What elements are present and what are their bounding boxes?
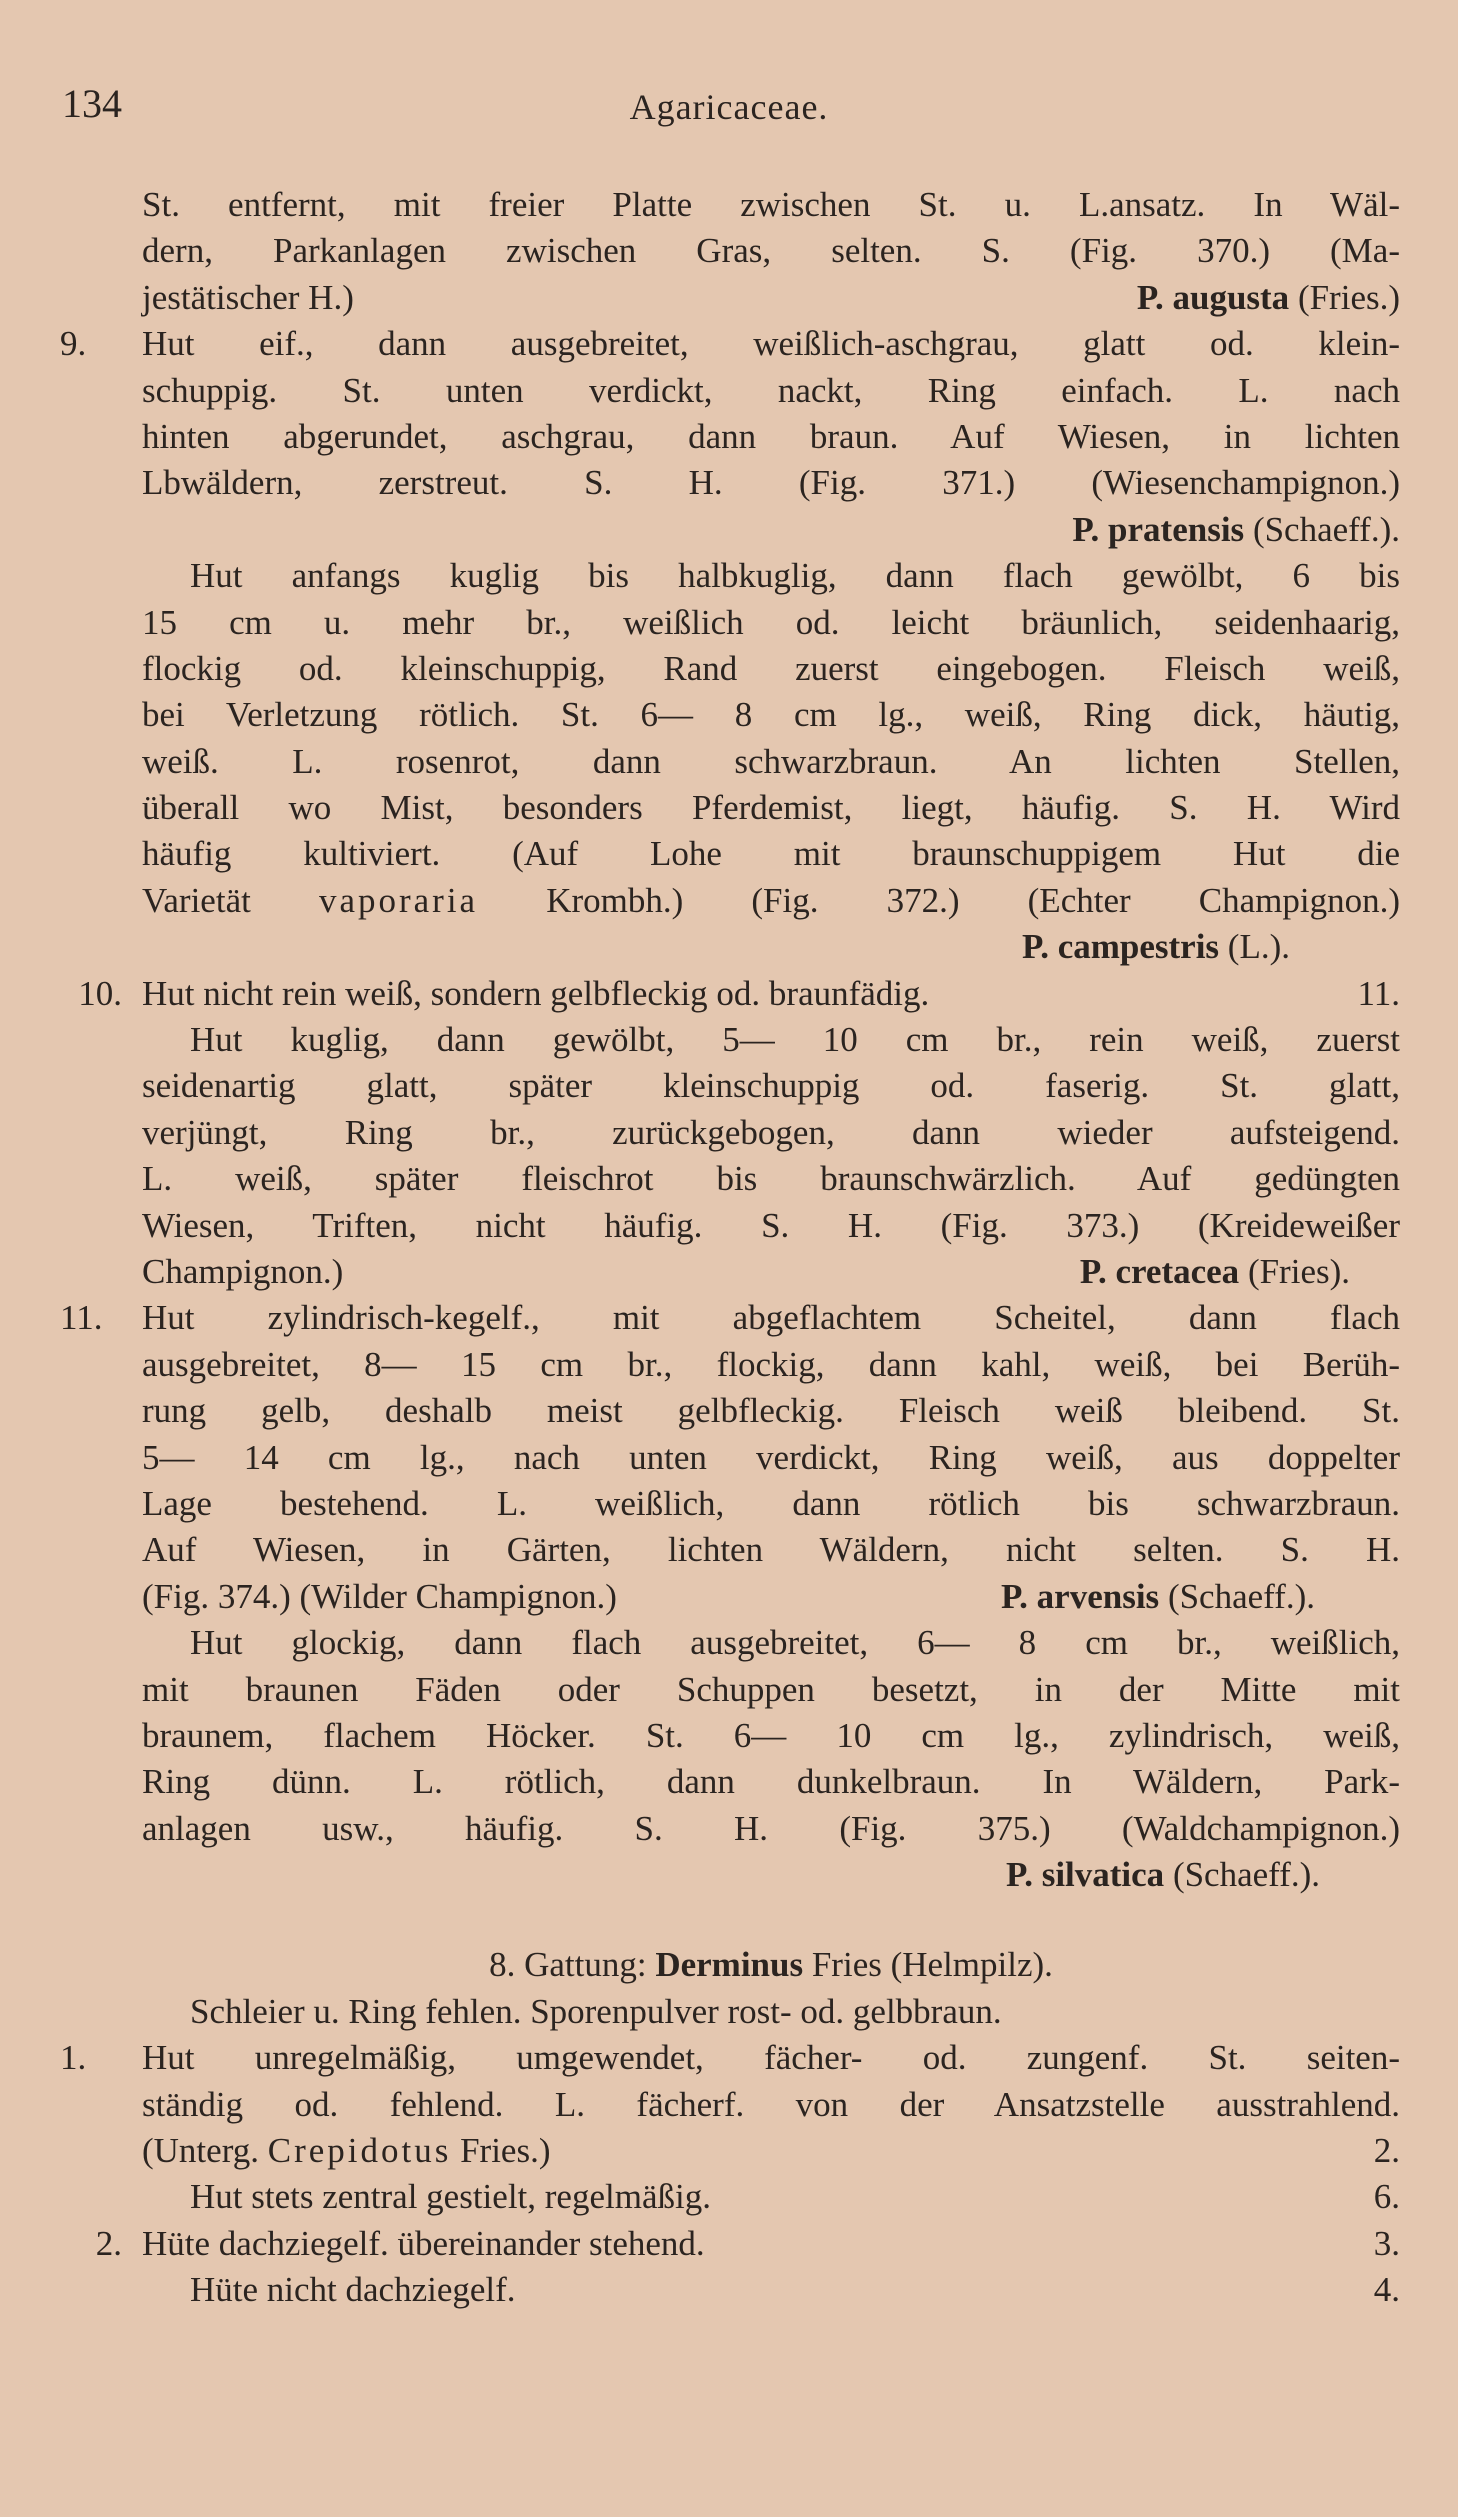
species-author: (Schaeff.). — [1159, 1576, 1315, 1616]
key-reference: 4. — [1373, 2270, 1400, 2310]
text-line: Hut anfangs kuglig bis halbkuglig, dann flach gewölbt, 6 bis — [190, 556, 1400, 596]
text-line — [142, 507, 1400, 553]
text-line: Ring dünn. L. rötlich, dann dunkelbraun. In Wäldern, Park- — [142, 1762, 1400, 1802]
text-fragment: Varietät — [142, 880, 319, 920]
text-line — [142, 878, 1400, 924]
text-fragment: jestätischer H.) — [142, 277, 354, 317]
text-line: Lage bestehend. L. weißlich, dann rötlich bis schwarzbraun. — [142, 1483, 1400, 1523]
text-line: Hut kuglig, dann gewölbt, 5— 10 cm br., rein weiß, zuerst — [190, 1020, 1400, 1060]
key-number: 1. — [60, 2038, 87, 2078]
genus-name: Derminus — [655, 1945, 804, 1985]
species-author: (Fries). — [1239, 1251, 1350, 1291]
key-reference: 11. — [1357, 973, 1400, 1013]
text-line: dern, Parkanlagen zwischen Gras, selten. S. (Fig. 370.) (Ma- — [142, 231, 1400, 271]
text-line: ständig od. fehlend. L. fächerf. von der Ansatzstelle ausstrahlend. — [142, 2084, 1400, 2124]
species-author: (Schaeff.). — [1164, 1855, 1320, 1895]
species-author: (Fries.) — [1289, 277, 1400, 317]
text-fragment: Fries (Helmpilz). — [803, 1945, 1053, 1985]
text-fragment: Hut stets zentral gestielt, regelmäßig. — [190, 2177, 711, 2217]
text-body — [60, 182, 1400, 2314]
species-binomial: P. pratensis — [1072, 509, 1245, 549]
text-line: ausgebreitet, 8— 15 cm br., flockig, dann kahl, weiß, bei Berüh- — [142, 1344, 1400, 1384]
text-line: L. weiß, später fleischrot bis braunschwärzlich. Auf gedüngten — [142, 1159, 1400, 1199]
species-binomial: P. cretacea — [1079, 1251, 1240, 1291]
text-line: mit braunen Fäden oder Schuppen besetzt, in der Mitte mit — [142, 1669, 1400, 1709]
variety-name: vaporaria — [318, 880, 479, 920]
text-line — [60, 321, 1400, 367]
key-number: 2. — [95, 2223, 122, 2263]
text-line — [142, 2128, 1400, 2174]
text-fragment: Hüte nicht dachziegelf. — [190, 2270, 516, 2310]
text-line: anlagen usw., häufig. S. H. (Fig. 375.) (Waldchampignon.) — [142, 1808, 1400, 1848]
key-reference: 6. — [1373, 2177, 1400, 2217]
text-line — [60, 2035, 1400, 2081]
species-name — [1022, 924, 1290, 970]
text-fragment: Hut nicht rein weiß, sondern gelbfleckig od. braunfädig. — [142, 973, 930, 1013]
species-binomial: P. arvensis — [1001, 1576, 1160, 1616]
text-line — [142, 275, 1400, 321]
text-line — [142, 1852, 1400, 1898]
text-line: flockig od. kleinschuppig, Rand zuerst eingebogen. Fleisch weiß, — [142, 648, 1400, 688]
text-line — [142, 1574, 1400, 1620]
text-line — [142, 924, 1400, 970]
key-reference: 3. — [1373, 2223, 1400, 2263]
text-line: häufig kultiviert. (Auf Lohe mit braunschuppigem Hut die — [142, 834, 1400, 874]
species-binomial: P. campestris — [1022, 927, 1220, 967]
text-line: Wiesen, Triften, nicht häufig. S. H. (Fig. 373.) (Kreideweißer — [142, 1205, 1400, 1245]
species-name — [1072, 507, 1400, 553]
text-line: seidenartig glatt, später kleinschuppig od. faserig. St. glatt, — [142, 1066, 1400, 1106]
text-fragment: Champignon.) — [142, 1251, 344, 1291]
species-author: (L.). — [1219, 927, 1290, 967]
text-fragment: Fries.) — [451, 2131, 551, 2171]
key-number: 10. — [78, 973, 122, 1013]
text-fragment: Krombh.) (Fig. 372.) (Echter Champignon.) — [478, 880, 1400, 920]
species-author: (Schaeff.). — [1244, 509, 1400, 549]
species-binomial: P. silvatica — [1006, 1855, 1165, 1895]
text-fragment: (Unterg. — [142, 2131, 268, 2171]
text-line: hinten abgerundet, aschgrau, dann braun. Auf Wiesen, in lichten — [142, 416, 1400, 456]
species-name — [1001, 1574, 1315, 1620]
text-line — [142, 2174, 1400, 2220]
text-line: Auf Wiesen, in Gärten, lichten Wäldern, nicht selten. S. H. — [142, 1530, 1400, 1570]
text-line: überall wo Mist, besonders Pferdemist, liegt, häufig. S. H. Wird — [142, 788, 1400, 828]
text-line — [142, 1249, 1400, 1295]
text-line: St. entfernt, mit freier Platte zwischen St. u. L.ansatz. In Wäl- — [142, 185, 1400, 224]
text-line: bei Verletzung rötlich. St. 6— 8 cm lg., weiß, Ring dick, häutig, — [142, 695, 1400, 735]
text-line — [95, 2221, 1400, 2267]
text-line — [142, 2267, 1400, 2313]
section-gap — [142, 1898, 1400, 1942]
text-fragment: Hüte dachziegelf. übereinander stehend. — [142, 2223, 705, 2263]
text-line — [78, 971, 1400, 1017]
text-fragment: (Fig. 374.) (Wilder Champignon.) — [142, 1576, 617, 1616]
text-line: Lbwäldern, zerstreut. S. H. (Fig. 371.) (Wiesenchampignon.) — [142, 463, 1400, 503]
page-header — [0, 80, 1458, 140]
text-line: rung gelb, deshalb meist gelbfleckig. Fleisch weiß bleibend. St. — [142, 1391, 1400, 1431]
text-line: weiß. L. rosenrot, dann schwarzbraun. An lichten Stellen, — [142, 741, 1400, 781]
text-line — [60, 1295, 1400, 1341]
species-name — [1006, 1852, 1320, 1898]
species-name — [1137, 275, 1400, 321]
text-line: 15 cm u. mehr br., weißlich od. leicht bräunlich, seidenhaarig, — [142, 602, 1400, 642]
species-binomial: P. augusta — [1136, 277, 1290, 317]
text-fragment: Hut zylindrisch-kegelf., mit abgeflachtem Scheitel, dann flach — [142, 1298, 1400, 1338]
text-fragment: Hut unregelmäßig, umgewendet, fächer- od. zungenf. St. seiten- — [142, 2038, 1400, 2078]
subgenus-name: Crepidotus — [267, 2131, 452, 2171]
text-line: 5— 14 cm lg., nach unten verdickt, Ring weiß, aus doppelter — [142, 1437, 1400, 1477]
section-heading — [142, 1942, 1400, 1988]
key-number: 9. — [60, 324, 87, 364]
text-fragment: 8. Gattung: — [489, 1945, 656, 1985]
text-line: verjüngt, Ring br., zurückgebogen, dann wieder aufsteigend. — [142, 1112, 1400, 1152]
running-head: Agaricaceae. — [629, 87, 829, 127]
page-number: 134 — [62, 81, 122, 126]
text-line: Hut glockig, dann flach ausgebreitet, 6— 8 cm br., weißlich, — [190, 1623, 1400, 1663]
key-reference: 2. — [1373, 2131, 1400, 2171]
key-number: 11. — [60, 1298, 103, 1338]
text-line: braunem, flachem Höcker. St. 6— 10 cm lg., zylindrisch, weiß, — [142, 1715, 1400, 1755]
species-name — [1080, 1249, 1350, 1295]
section-subtitle: Schleier u. Ring fehlen. Sporenpulver rost- od. gelbbraun. — [190, 1991, 1002, 2031]
text-fragment: Hut eif., dann ausgebreitet, weißlich-aschgrau, glatt od. klein- — [142, 324, 1400, 364]
text-line: schuppig. St. unten verdickt, nackt, Ring einfach. L. nach — [142, 370, 1400, 410]
